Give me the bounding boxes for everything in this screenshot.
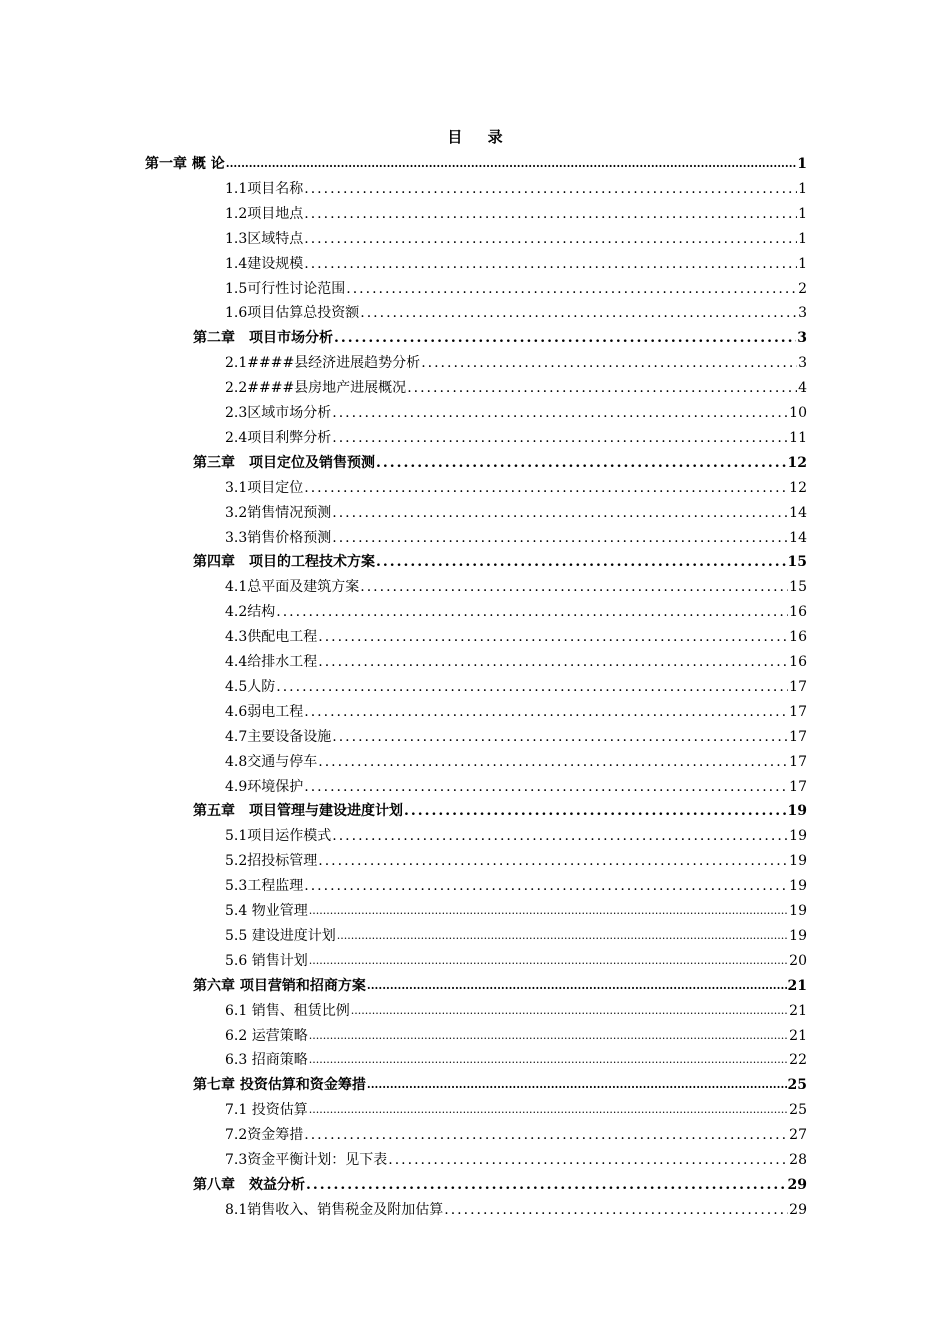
dot-leader bbox=[304, 479, 788, 497]
toc-page-number: 19 bbox=[789, 828, 807, 844]
toc-chapter-row[interactable] bbox=[145, 149, 807, 173]
dot-leader bbox=[309, 1051, 788, 1069]
toc-entry-label: 7.2资金筹措 bbox=[225, 1127, 304, 1143]
toc-page-number: 14 bbox=[789, 530, 807, 546]
toc-page-number: 3 bbox=[798, 355, 807, 371]
toc-entry-label: 6.1 销售、租赁比例 bbox=[225, 1003, 350, 1019]
toc-page-number: 19 bbox=[789, 853, 807, 869]
toc-entry-label: 2.2####县房地产进展概况 bbox=[225, 380, 407, 396]
toc-page-number: 21 bbox=[789, 1028, 807, 1044]
toc-entry-label: 4.3供配电工程 bbox=[225, 629, 318, 645]
dot-leader bbox=[304, 778, 788, 796]
toc-page-number: 3 bbox=[797, 330, 807, 346]
dot-leader bbox=[421, 354, 797, 372]
toc-page-number: 19 bbox=[787, 803, 807, 819]
toc-section-row[interactable] bbox=[225, 772, 807, 796]
dot-leader bbox=[309, 952, 788, 970]
dot-leader bbox=[332, 529, 788, 547]
dot-leader bbox=[360, 304, 797, 322]
toc-section-row[interactable] bbox=[225, 921, 807, 945]
dot-leader bbox=[337, 927, 788, 945]
dot-leader bbox=[318, 753, 788, 771]
toc-page-number: 2 bbox=[798, 281, 807, 297]
dot-leader bbox=[276, 678, 788, 696]
toc-entry-label: 7.3资金平衡计划：见下表 bbox=[225, 1152, 388, 1168]
toc-section-row[interactable] bbox=[225, 672, 807, 696]
toc-page-number: 1 bbox=[798, 256, 807, 272]
toc-page-number: 17 bbox=[789, 704, 807, 720]
toc-page-number: 28 bbox=[789, 1152, 807, 1168]
toc-page-number: 12 bbox=[787, 455, 807, 471]
dot-leader bbox=[318, 653, 788, 671]
toc-section-row[interactable] bbox=[225, 896, 807, 920]
dot-leader bbox=[351, 1002, 788, 1020]
toc-page-number: 16 bbox=[789, 604, 807, 620]
toc-page-number: 17 bbox=[789, 729, 807, 745]
toc-entry-label: 4.6弱电工程 bbox=[225, 704, 304, 720]
toc-page-number: 25 bbox=[787, 1077, 807, 1093]
toc-chapter-row[interactable] bbox=[193, 971, 807, 995]
toc-section-row[interactable] bbox=[225, 1145, 807, 1169]
toc-entry-label: 第八章 效益分析 bbox=[193, 1177, 305, 1193]
toc-page-number: 29 bbox=[789, 1202, 807, 1218]
toc-page-number: 17 bbox=[789, 779, 807, 795]
dot-leader bbox=[376, 553, 787, 571]
toc-section-row[interactable] bbox=[225, 1195, 807, 1219]
toc-page-number: 17 bbox=[789, 679, 807, 695]
toc-entry-label: 1.5可行性讨论范围 bbox=[225, 281, 346, 297]
toc-entry-label: 1.1项目名称 bbox=[225, 181, 304, 197]
toc-entry-label: 第一章 概 论 bbox=[145, 156, 225, 172]
dot-leader bbox=[407, 379, 797, 397]
toc-section-row[interactable] bbox=[225, 1045, 807, 1069]
toc-entry-label: 7.1 投资估算 bbox=[225, 1102, 308, 1118]
toc-page-number: 16 bbox=[789, 654, 807, 670]
toc-entry-label: 2.4项目利弊分析 bbox=[225, 430, 332, 446]
toc-entry-label: 6.2 运营策略 bbox=[225, 1028, 308, 1044]
dot-leader bbox=[304, 877, 788, 895]
toc-page-number: 1 bbox=[798, 206, 807, 222]
toc-section-row[interactable] bbox=[225, 946, 807, 970]
toc-page-number: 15 bbox=[789, 579, 807, 595]
toc-page-number: 25 bbox=[789, 1102, 807, 1118]
toc-section-row[interactable] bbox=[225, 622, 807, 646]
toc-page-number: 12 bbox=[789, 480, 807, 496]
dot-leader bbox=[332, 728, 788, 746]
toc-entry-label: 3.1项目定位 bbox=[225, 480, 304, 496]
dot-leader bbox=[304, 230, 797, 248]
toc-section-row[interactable] bbox=[225, 199, 807, 223]
dot-leader bbox=[332, 404, 788, 422]
toc-section-row[interactable] bbox=[225, 473, 807, 497]
toc-page-number: 15 bbox=[787, 554, 807, 570]
dot-leader bbox=[388, 1151, 788, 1169]
toc-page-number: 10 bbox=[789, 405, 807, 421]
toc-section-row[interactable] bbox=[225, 523, 807, 547]
dot-leader bbox=[304, 255, 797, 273]
toc-page-number: 29 bbox=[787, 1177, 807, 1193]
toc-entry-label: 4.2结构 bbox=[225, 604, 276, 620]
toc-section-row[interactable] bbox=[225, 298, 807, 322]
toc-entry-label: 1.3区域特点 bbox=[225, 231, 304, 247]
toc-entry-label: 1.4建设规模 bbox=[225, 256, 304, 272]
dot-leader bbox=[309, 1101, 788, 1119]
toc-page-number: 19 bbox=[789, 878, 807, 894]
toc-entry-label: 5.4 物业管理 bbox=[225, 903, 308, 919]
dot-leader bbox=[332, 429, 788, 447]
dot-leader bbox=[304, 1126, 788, 1144]
toc-section-row[interactable] bbox=[225, 498, 807, 522]
toc-section-row[interactable] bbox=[225, 1095, 807, 1119]
dot-leader bbox=[309, 1027, 788, 1045]
toc-entry-label: 4.9环境保护 bbox=[225, 779, 304, 795]
toc-entry-label: 1.2项目地点 bbox=[225, 206, 304, 222]
toc-page-number: 21 bbox=[789, 1003, 807, 1019]
toc-chapter-row[interactable] bbox=[193, 547, 807, 571]
toc-entry-label: 5.2招投标管理 bbox=[225, 853, 318, 869]
toc-page-number: 19 bbox=[789, 928, 807, 944]
dot-leader bbox=[309, 902, 788, 920]
toc-page-number: 27 bbox=[789, 1127, 807, 1143]
toc-page-number: 11 bbox=[789, 430, 807, 446]
toc-entry-label: 4.7主要设备设施 bbox=[225, 729, 332, 745]
toc-chapter-row[interactable] bbox=[193, 1170, 807, 1194]
dot-leader bbox=[367, 977, 787, 995]
dot-leader bbox=[332, 504, 788, 522]
toc-section-row[interactable] bbox=[225, 747, 807, 771]
toc-section-row[interactable] bbox=[225, 398, 807, 422]
toc-section-row[interactable] bbox=[225, 996, 807, 1020]
toc-chapter-row[interactable] bbox=[193, 1070, 807, 1094]
toc-section-row[interactable] bbox=[225, 1021, 807, 1045]
toc-section-row[interactable] bbox=[225, 846, 807, 870]
toc-entry-label: 2.3区域市场分析 bbox=[225, 405, 332, 421]
dot-leader bbox=[318, 628, 788, 646]
toc-entry-label: 第二章 项目市场分析 bbox=[193, 330, 333, 346]
toc-entry-label: 5.5 建设进度计划 bbox=[225, 928, 336, 944]
toc-section-row[interactable] bbox=[225, 722, 807, 746]
dot-leader bbox=[367, 1076, 787, 1094]
dot-leader bbox=[276, 603, 788, 621]
toc-entry-label: 5.3工程监理 bbox=[225, 878, 304, 894]
dot-leader bbox=[444, 1201, 788, 1219]
toc-section-row[interactable] bbox=[225, 224, 807, 248]
dot-leader bbox=[304, 205, 797, 223]
toc-section-row[interactable] bbox=[225, 821, 807, 845]
dot-leader bbox=[376, 454, 787, 472]
toc-entry-label: 4.4给排水工程 bbox=[225, 654, 318, 670]
toc-page-number: 3 bbox=[798, 305, 807, 321]
toc-section-row[interactable] bbox=[225, 597, 807, 621]
toc-section-row[interactable] bbox=[225, 697, 807, 721]
toc-entry-label: 2.1####县经济进展趋势分析 bbox=[225, 355, 421, 371]
toc-section-row[interactable] bbox=[225, 249, 807, 273]
toc-entry-label: 4.8交通与停车 bbox=[225, 754, 318, 770]
toc-page-number: 21 bbox=[787, 978, 807, 994]
dot-leader bbox=[304, 703, 788, 721]
toc-page-number: 1 bbox=[798, 181, 807, 197]
dot-leader bbox=[346, 280, 797, 298]
toc-page-number: 1 bbox=[798, 231, 807, 247]
toc-page-number: 17 bbox=[789, 754, 807, 770]
toc-entry-label: 第五章 项目管理与建设进度计划 bbox=[193, 803, 403, 819]
toc-entry-label: 第三章 项目定位及销售预测 bbox=[193, 455, 375, 471]
toc-section-row[interactable] bbox=[225, 871, 807, 895]
toc-section-row[interactable] bbox=[225, 348, 807, 372]
toc-chapter-row[interactable] bbox=[193, 448, 807, 472]
toc-page-number: 20 bbox=[789, 953, 807, 969]
toc-title: 目 录 bbox=[447, 128, 513, 146]
toc-entry-label: 3.2销售情况预测 bbox=[225, 505, 332, 521]
dot-leader bbox=[226, 155, 797, 173]
dot-leader bbox=[332, 827, 788, 845]
toc-section-row[interactable] bbox=[225, 572, 807, 596]
toc-section-row[interactable] bbox=[225, 174, 807, 198]
toc-page-number: 22 bbox=[789, 1052, 807, 1068]
dot-leader bbox=[318, 852, 788, 870]
toc-page-number: 19 bbox=[789, 903, 807, 919]
toc-page-number: 14 bbox=[789, 505, 807, 521]
toc-page-number: 1 bbox=[797, 156, 807, 172]
toc-chapter-row[interactable] bbox=[193, 323, 807, 347]
toc-entry-label: 6.3 招商策略 bbox=[225, 1052, 308, 1068]
toc-page-number: 16 bbox=[789, 629, 807, 645]
toc-entry-label: 4.5人防 bbox=[225, 679, 276, 695]
toc-entry-label: 8.1销售收入、销售税金及附加估算 bbox=[225, 1202, 444, 1218]
dot-leader bbox=[404, 802, 787, 820]
dot-leader bbox=[304, 180, 797, 198]
toc-section-row[interactable] bbox=[225, 1120, 807, 1144]
dot-leader bbox=[306, 1176, 787, 1194]
toc-section-row[interactable] bbox=[225, 274, 807, 298]
toc-entry-label: 5.6 销售计划 bbox=[225, 953, 308, 969]
toc-section-row[interactable] bbox=[225, 373, 807, 397]
toc-entry-label: 第四章 项目的工程技术方案 bbox=[193, 554, 375, 570]
dot-leader bbox=[334, 329, 796, 347]
toc-entry-label: 4.1总平面及建筑方案 bbox=[225, 579, 360, 595]
dot-leader bbox=[360, 578, 788, 596]
toc-entry-label: 第六章 项目营销和招商方案 bbox=[193, 978, 366, 994]
toc-section-row[interactable] bbox=[225, 647, 807, 671]
toc-entry-label: 1.6项目估算总投资额 bbox=[225, 305, 360, 321]
toc-entry-label: 5.1项目运作模式 bbox=[225, 828, 332, 844]
toc-entry-label: 第七章 投资估算和资金筹措 bbox=[193, 1077, 366, 1093]
toc-entry-label: 3.3销售价格预测 bbox=[225, 530, 332, 546]
toc-page-number: 4 bbox=[798, 380, 807, 396]
toc-section-row[interactable] bbox=[225, 423, 807, 447]
toc-chapter-row[interactable] bbox=[193, 796, 807, 820]
